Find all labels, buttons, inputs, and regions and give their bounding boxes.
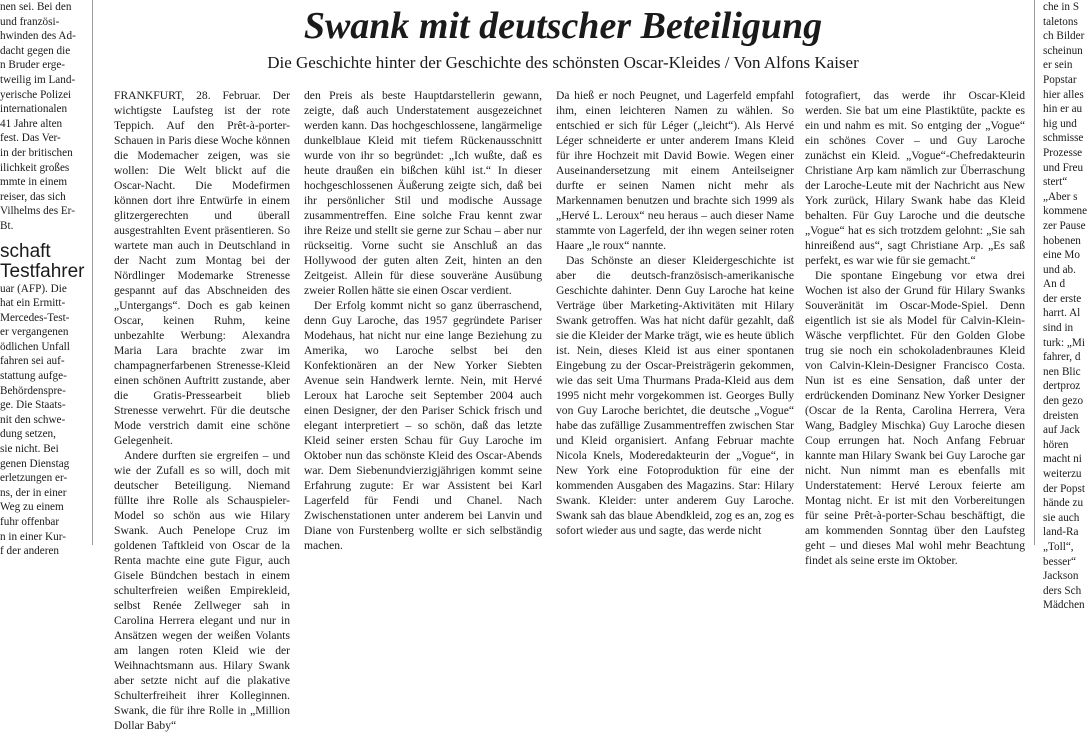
left-bottom-text <box>0 282 82 559</box>
text-line: uar (AFP). Die <box>0 282 67 295</box>
text-line: Jackson <box>1043 570 1079 583</box>
text-line: land-Ra <box>1043 526 1079 539</box>
text-line: n Bruder erge- <box>0 59 66 72</box>
left-top-text <box>0 0 82 234</box>
text-line: ilichkeit großes <box>0 161 70 174</box>
text-line: Popstar <box>1043 73 1077 86</box>
text-line: internationalen <box>0 103 68 116</box>
text-line: er sein <box>1043 59 1073 72</box>
paragraph: Die spontane Eingebung vor etwa drei Wochen ist also der Grund für Hilary Swanks Souveränität im Oscar-Mode-Spiel. Denn eigentlich ist sie als Model für Calvin-Klein-Wäsche verpflichtet. Für den Golden Globe trug sie noch ein schokoladenbraunes Kleid von Calvin-Klein-Designer Francisco Costa. Nun ist es eine Sensation, daß unter der erdrückenden Dominanz New Yorker Designer (Oscar de la Renta, Carolina Herrera, Vera Wang, Badgley Mischka) Guy Laroche diesen Coup errungen hat. Noch Anfang Februar kannte man Hilary Swank bei Guy Laroche gar nicht. Nun nimmt man es ebenfalls mit Understatement: Hervé Leroux feierte am Montag nicht. Er ist mit den Vorbereitungen für seine Prêt-à-porter-Schau beschäftigt, die am kommenden Sonntag über den Laufsteg geht – und dieses Mal wohl mehr Beachtung findet als seine erste im Oktober. <box>805 269 1025 567</box>
text-line: Vilhelms des Er- <box>0 205 75 218</box>
text-line: besser“ <box>1043 555 1076 568</box>
text-line: auf Jack <box>1043 424 1080 437</box>
column-rule-left <box>92 0 93 545</box>
paragraph: fotografiert, das werde ihr Oscar-Kleid werden. Sie bat um eine Plastiktüte, packte es ein und nahm es mit. So entging der „Vogue“ ein schönes Cover – und Guy Laroche zunächst ein Kleid. „Vogue“-Chefredakteurin Christiane Arp kam nämlich zur Überraschung der Laroche-Leute mit der Nachricht aus New York zurück, Hilary Swank habe das Kleid behalten. Für Guy Laroche und die deutsche „Vogue“ hat es sich trotzdem gelohnt: „Sie sah hinreißend aus“, sagt Christiane Arp. „Es saß perfekt, es war wie für sie gemacht.“ <box>805 89 1025 267</box>
text-line: sie auch <box>1043 511 1080 524</box>
text-line: Mercedes-Test- <box>0 311 70 324</box>
text-line: den gezo <box>1043 395 1084 408</box>
paragraph: den Preis als beste Hauptdarstellerin gewann, zeigte, daß auch Understatement ausgezeichnet werden kann. Das hochgeschlossene, langärmelige dunkelblaue Kleid mit tiefem Rückenausschnitt wurde von ihr so begründet: „Ich wußte, daß es heute draußen ein bißchen kühl ist.“ In dieser hochgeschlossenen Äußerung zeigte sich, daß bei ihr persönlicher Stil und modische Aussage zusammentreffen. Eine solche Frau kennt zwar ihre Reize und stellt sie gerne zur Schau – aber nur rückseitig. Vorne sucht sie Anschluß an das Hollywood der guten alten Zeit, hinten an den Zeitgeist. Allein für diese souveräne Ausübung zweier Rollen hätte sie einen Oscar verdient. <box>304 89 542 297</box>
text-line: in der britischen <box>0 146 73 159</box>
article-column-3 <box>556 88 794 538</box>
adjacent-article-left <box>0 0 85 559</box>
text-line: harrt. Al <box>1043 307 1081 320</box>
text-line: dertproz <box>1043 380 1081 393</box>
paragraph: FRANKFURT, 28. Februar. Der wichtigste Laufsteg ist der rote Teppich. Auf den Prêt-à-porter-Schauen in Paris diese Woche können die Modemacher zeigen, was sie wollen: Die Welt blickt auf die Oscar-Nacht. Die Modefirmen können dort ihre Entwürfe in einem glitzergerechten und überall ausgestrahlten Event präsentieren. So wartete man auch in Deutschland in der Nacht zum Montag bei der Nördlinger Modemarke Strenesse gespannt auf das Abschneiden des „Untergangs“. Doch es gab keinen Oscar, keinen Ruhm, keine unbezahlte Werbung: Alexandra Maria Lara brachte zwar im champagnerfarbenen Strenesse-Kleid einen schönen Auftritt zustande, aber die Gratis-Pressearbeit blieb Strenesse verwehrt. Für die deutsche Mode verstrich damit eine schöne Gelegenheit. <box>114 89 290 447</box>
text-line: taletons <box>1043 15 1078 28</box>
text-line: eine Mo <box>1043 249 1080 262</box>
text-line: reiser, das sich <box>0 190 66 203</box>
article-headline: Swank mit deutscher Beteiligung <box>303 5 823 47</box>
text-line: schaft <box>0 240 51 262</box>
text-line: Testfahrer <box>0 260 85 282</box>
text-line: macht ni <box>1043 453 1082 466</box>
paragraph: Andere durften sie ergreifen – und wie der Zufall es so will, doch mit deutscher Beteiligung. Niemand füllte ihre Rolle als Schauspieler-Model so schön aus wie Hilary Swank. Auch Penelope Cruz im goldenen Taftkleid von Oscar de la Renta machte eine gute Figur, auch Gisele Bündchen bestach in einem schulterfreien weißen Empirekleid, selbst Renée Zellweger sah in Carolina Herrera elegant und nur in Ansätzen wegen der weißen Volants am langen roten Kleid wie der Weihnachtsmann aus. Hilary Swank aber setzte nicht auf die plakative Schulterfreiheit ihrer Kolleginnen. Swank, die für ihre Rolle in „Million Dollar Baby“ <box>114 449 290 732</box>
text-line: hat ein Ermitt- <box>0 297 66 310</box>
text-line: mmte in einem <box>0 176 68 189</box>
text-line: 41 Jahre alten <box>0 117 63 130</box>
text-line: sie nicht. Bei <box>0 443 59 456</box>
text-line: sind in <box>1043 322 1074 335</box>
text-line: An d <box>1043 278 1066 291</box>
paragraph: Das Schönste an dieser Kleidergeschichte ist aber die deutsch-französisch-amerikanische Geschichte dahinter. Denn Guy Laroche hat keine Verträge über Marketing-Aktivitäten mit Hilary Swank getroffen. Was hat nicht dafür gezahlt, daß sie die Kleider der Marke trägt, wie es heute üblich ist. Nein, dieses Kleid ist aus einer spontanen Eingebung zu der Oscar-Preisträgerin gekommen, wie das seit Uma Thurmans Prada-Kleid aus dem 1995 nicht mehr vorgekommen ist. Georges Bully von Guy Laroche berichtet, die deutsche „Vogue“ habe das zufällige Zusammentreffen zwischen Star und Kleid organisiert. Anfang Februar machte Nicola Knels, Moderedakteurin der „Vogue“, in New York eine Fotoproduktion für eine der kommenden Ausgaben des Magazins. Star: Hilary Swank. Kleider: unter anderem Guy Laroche. Swank sah das blaue Abendkleid, zog es an, zog es sofort wieder aus und sagte, das werde nicht <box>556 254 794 537</box>
text-line: kommene <box>1043 205 1088 218</box>
text-line: „Aber s <box>1043 190 1078 203</box>
text-line: hören <box>1043 438 1069 451</box>
text-line: hwinden des Ad- <box>0 30 76 43</box>
text-line: scheinun <box>1043 44 1083 57</box>
text-line: „Toll“, <box>1043 540 1074 553</box>
text-line: fuhr offenbar <box>0 516 60 528</box>
text-line: und Freu <box>1043 161 1084 174</box>
text-line: stattung aufge- <box>0 370 67 383</box>
text-line: Mädchen <box>1043 599 1085 612</box>
text-line: ge. Die Staats- <box>0 399 66 412</box>
text-line: ns, der in einer <box>0 486 67 499</box>
text-line: fest. Das Ver- <box>0 132 61 145</box>
text-line: er vergangenen <box>0 326 69 339</box>
text-line: der Popst <box>1043 482 1085 495</box>
article-subheadline: Die Geschichte hinter der Geschichte des schönsten Oscar-Kleides / Von Alfons Kaiser <box>267 53 859 72</box>
adjacent-article-right <box>1043 0 1089 613</box>
text-line: hin er au <box>1043 103 1083 116</box>
text-line: und französi- <box>0 15 60 28</box>
text-line: schmisse <box>1043 132 1084 145</box>
paragraph: Da hieß er noch Peugnet, und Lagerfeld empfahl ihm, einen leichteren Namen zu wählen. So entschied er sich für Léger („leicht“). Als Hervé Léger schneiderte er unter anderem Imans Kleid für ihre Hochzeit mit David Bowie. Wegen einer Auseinandersetzung mit einem Anteilseigner durfte er seinen Namen nicht mehr als Markennamen benutzen und brachte sich 1999 als „Hervé L. Leroux“ neu heraus – auch dieser Name stammte von Lagerfeld, der ihn wegen seiner roten Haare „le roux“ nannte. <box>556 89 794 252</box>
article-column-1 <box>114 88 290 733</box>
text-line: che in S <box>1043 1 1080 13</box>
text-line: Prozesse <box>1043 146 1083 159</box>
text-line: der erste <box>1043 292 1082 305</box>
text-line: turk: „Mi <box>1043 336 1085 349</box>
text-line: und ab. <box>1043 263 1076 276</box>
article-column-2 <box>304 88 542 553</box>
text-line: hig und <box>1043 117 1077 130</box>
text-line: nit den schwe- <box>0 413 66 426</box>
text-line: dacht gegen die <box>0 44 71 57</box>
text-line: f der anderen <box>0 545 60 558</box>
left-headline <box>0 240 85 282</box>
text-line: nen Blic <box>1043 365 1081 378</box>
text-line: ders Sch <box>1043 584 1082 597</box>
text-line: ch Bilder <box>1043 30 1085 43</box>
text-line: n in einer Kur- <box>0 530 66 543</box>
text-line: ödlichen Unfall <box>0 340 70 353</box>
text-line: stert“ <box>1043 176 1068 189</box>
text-line: hobenen <box>1043 234 1081 247</box>
column-rule-right <box>1034 0 1035 545</box>
text-line: Bt. <box>0 219 14 232</box>
text-line: erletzungen er- <box>0 472 68 485</box>
text-line: nen sei. Bei den <box>0 1 72 13</box>
text-line: dreisten <box>1043 409 1079 422</box>
text-line: dung setzen, <box>0 428 56 441</box>
text-line: yerische Polizei <box>0 88 72 101</box>
text-line: weiterzu <box>1043 468 1082 480</box>
text-line: Weg zu einem <box>0 501 64 514</box>
text-line: fahren sei auf- <box>0 355 65 368</box>
text-line: hände zu <box>1043 497 1084 510</box>
text-line: genen Dienstag <box>0 457 70 470</box>
paragraph: Der Erfolg kommt nicht so ganz überraschend, denn Guy Laroche, das 1957 gegründete Pariser Modehaus, hat nicht nur eine lange Beziehung zu Amerika, wo Laroche selbst bei den Konfektionären an der New Yorker Siebten Avenue sein Handwerk lernte. Nein, mit Hervé Leroux hat Laroche seit September 2004 auch einen Designer, der den Pariser Schick frisch und elegant interpretiert – so schön, daß das letzte Kleid seiner ersten Schau für Guy Laroche im Oktober nun das schönste Kleid des Oscar-Abends war. Dem Siebenundvierzigjährigen kommt seine Erfahrung zugute: Er war Assistent bei Karl Lagerfeld für Fendi und Chanel. Nach Zwischenstationen unter anderem bei Lanvin und Diane von Furstenberg wollte er sich selbständig machen. <box>304 299 542 552</box>
article-column-4 <box>805 88 1025 568</box>
text-line: hier alles <box>1043 88 1084 101</box>
text-line: fahrer, d <box>1043 351 1081 364</box>
text-line: zer Pause <box>1043 219 1086 232</box>
text-line: tweilig im Land- <box>0 73 76 86</box>
text-line: Behördenspre- <box>0 384 66 397</box>
